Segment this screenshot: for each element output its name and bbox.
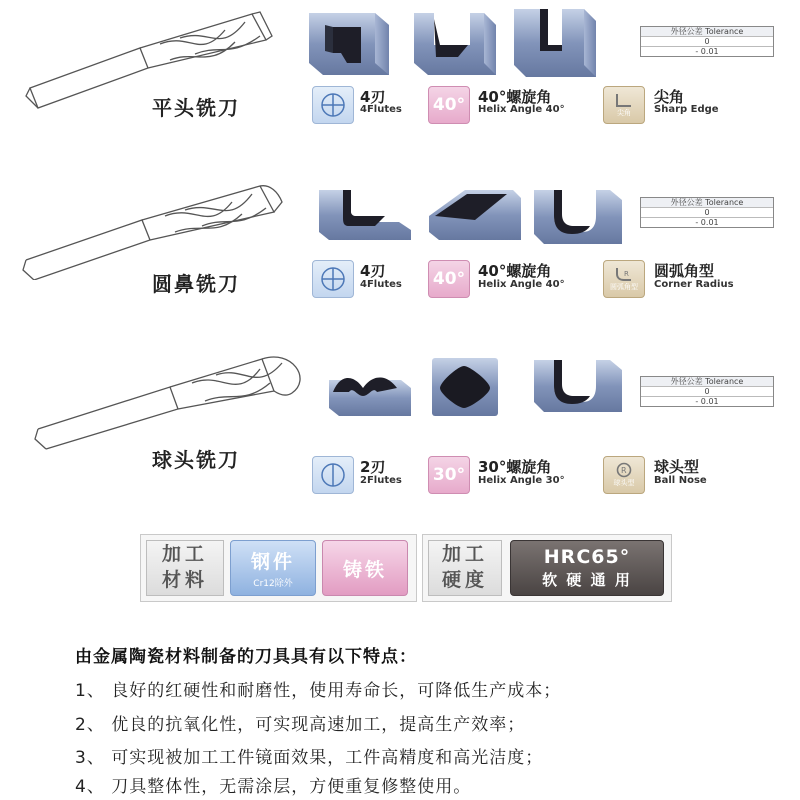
steel-badge (230, 540, 316, 596)
ball-nose-icon (603, 456, 645, 494)
feature-item-3: 3、 可实现被加工工件镜面效果，工件高精度和高光洁度； (75, 748, 544, 768)
hardness-label (428, 540, 502, 596)
row-1-block-2 (410, 5, 500, 87)
steel-note: Cr12除外 (253, 579, 293, 589)
row-2-helix-label: 40°螺旋角 (478, 262, 552, 280)
hardness-label-line1: 加工 (441, 543, 488, 565)
cast-iron-badge (322, 540, 408, 596)
feature-item-2: 2、 优良的抗氧化性，可实现高速加工，提高生产效率； (75, 715, 526, 735)
tolerance-lower: - 0.01 (695, 397, 719, 406)
flutes-icon (312, 456, 354, 494)
corner-radius-end-mill-drawing (20, 180, 290, 280)
material-label-line2: 材料 (161, 569, 208, 591)
row-1-flutes-label: 4刃 (360, 88, 386, 106)
row-1-block-1 (305, 5, 395, 87)
tolerance-lower: - 0.01 (695, 47, 719, 56)
row-3-helix-label: 30°螺旋角 (478, 458, 552, 476)
row-2-edge-label: 圆弧角型 (654, 262, 715, 280)
row-3-flutes-label: 2刃 (360, 458, 386, 476)
features-title: 由金属陶瓷材料制备的刀具具有以下特点： (75, 647, 417, 667)
material-label (146, 540, 224, 596)
tolerance-upper: 0 (641, 208, 773, 218)
row-2-helix-sub: Helix Angle 40° (478, 279, 565, 290)
hrc-note: 软 硬 通 用 (542, 571, 632, 589)
row-2-edge-sub: Corner Radius (654, 279, 734, 290)
row-1-tolerance-table (640, 26, 774, 57)
flat-end-mill-drawing (20, 10, 280, 110)
hrc-value: HRC65° (543, 546, 631, 568)
flutes-icon (312, 86, 354, 124)
tolerance-header: 外径公差 Tolerance (641, 198, 773, 208)
row-2-block-3 (530, 186, 625, 250)
tolerance-lower: - 0.01 (695, 218, 719, 227)
row-1-edge-sub: Sharp Edge (654, 104, 719, 115)
row-3-block-3 (530, 356, 625, 418)
row-3-block-2 (430, 356, 502, 422)
sharp-edge-icon (603, 86, 645, 124)
row-3-tolerance-table (640, 376, 774, 407)
row-2-block-1 (315, 186, 415, 246)
material-label-line1: 加工 (161, 543, 208, 565)
row-3-block-1 (325, 366, 415, 422)
row-3-edge-label: 球头型 (654, 458, 700, 476)
row-3-name: 球头铣刀 (152, 448, 240, 472)
tolerance-upper: 0 (641, 387, 773, 397)
row-2-block-2 (425, 186, 525, 246)
hardness-label-line2: 硬度 (441, 569, 488, 591)
cast-iron-label: 铸铁 (342, 559, 387, 581)
corner-radius-icon (603, 260, 645, 298)
row-1-edge-label: 尖角 (654, 88, 685, 106)
helix-angle-icon: 30° (428, 456, 470, 494)
row-1-block-3 (510, 5, 600, 87)
ball-nose-icon-caption: 球头型 (613, 479, 635, 487)
row-1-name: 平头铣刀 (152, 96, 240, 120)
row-3-flutes-sub: 2Flutes (360, 475, 402, 486)
row-1-helix-label: 40°螺旋角 (478, 88, 552, 106)
svg-text:R: R (621, 466, 627, 475)
helix-angle-icon: 40° (428, 86, 470, 124)
row-2-flutes-sub: 4Flutes (360, 279, 402, 290)
row-3-helix-sub: Helix Angle 30° (478, 475, 565, 486)
svg-text:R: R (624, 270, 629, 278)
row-2-tolerance-table (640, 197, 774, 228)
feature-item-1: 1、 良好的红硬性和耐磨性，使用寿命长，可降低生产成本； (75, 681, 562, 701)
row-1-flutes-sub: 4Flutes (360, 104, 402, 115)
sharp-edge-icon-caption: 尖角 (617, 109, 631, 117)
ball-nose-end-mill-drawing (30, 345, 310, 455)
tolerance-upper: 0 (641, 37, 773, 47)
row-2-flutes-label: 4刃 (360, 262, 386, 280)
flutes-icon (312, 260, 354, 298)
helix-angle-icon: 40° (428, 260, 470, 298)
steel-label: 钢件 (250, 551, 295, 573)
row-1-helix-sub: Helix Angle 40° (478, 104, 565, 115)
corner-radius-icon-caption: 圆弧角型 (610, 283, 638, 291)
row-3-edge-sub: Ball Nose (654, 475, 707, 486)
row-2-name: 圆鼻铣刀 (152, 272, 240, 296)
tolerance-header: 外径公差 Tolerance (641, 27, 773, 37)
tolerance-header: 外径公差 Tolerance (641, 377, 773, 387)
feature-item-4: 4、 刀具整体性，无需涂层，方便重复修整使用。 (75, 777, 472, 797)
hrc-badge (510, 540, 664, 596)
